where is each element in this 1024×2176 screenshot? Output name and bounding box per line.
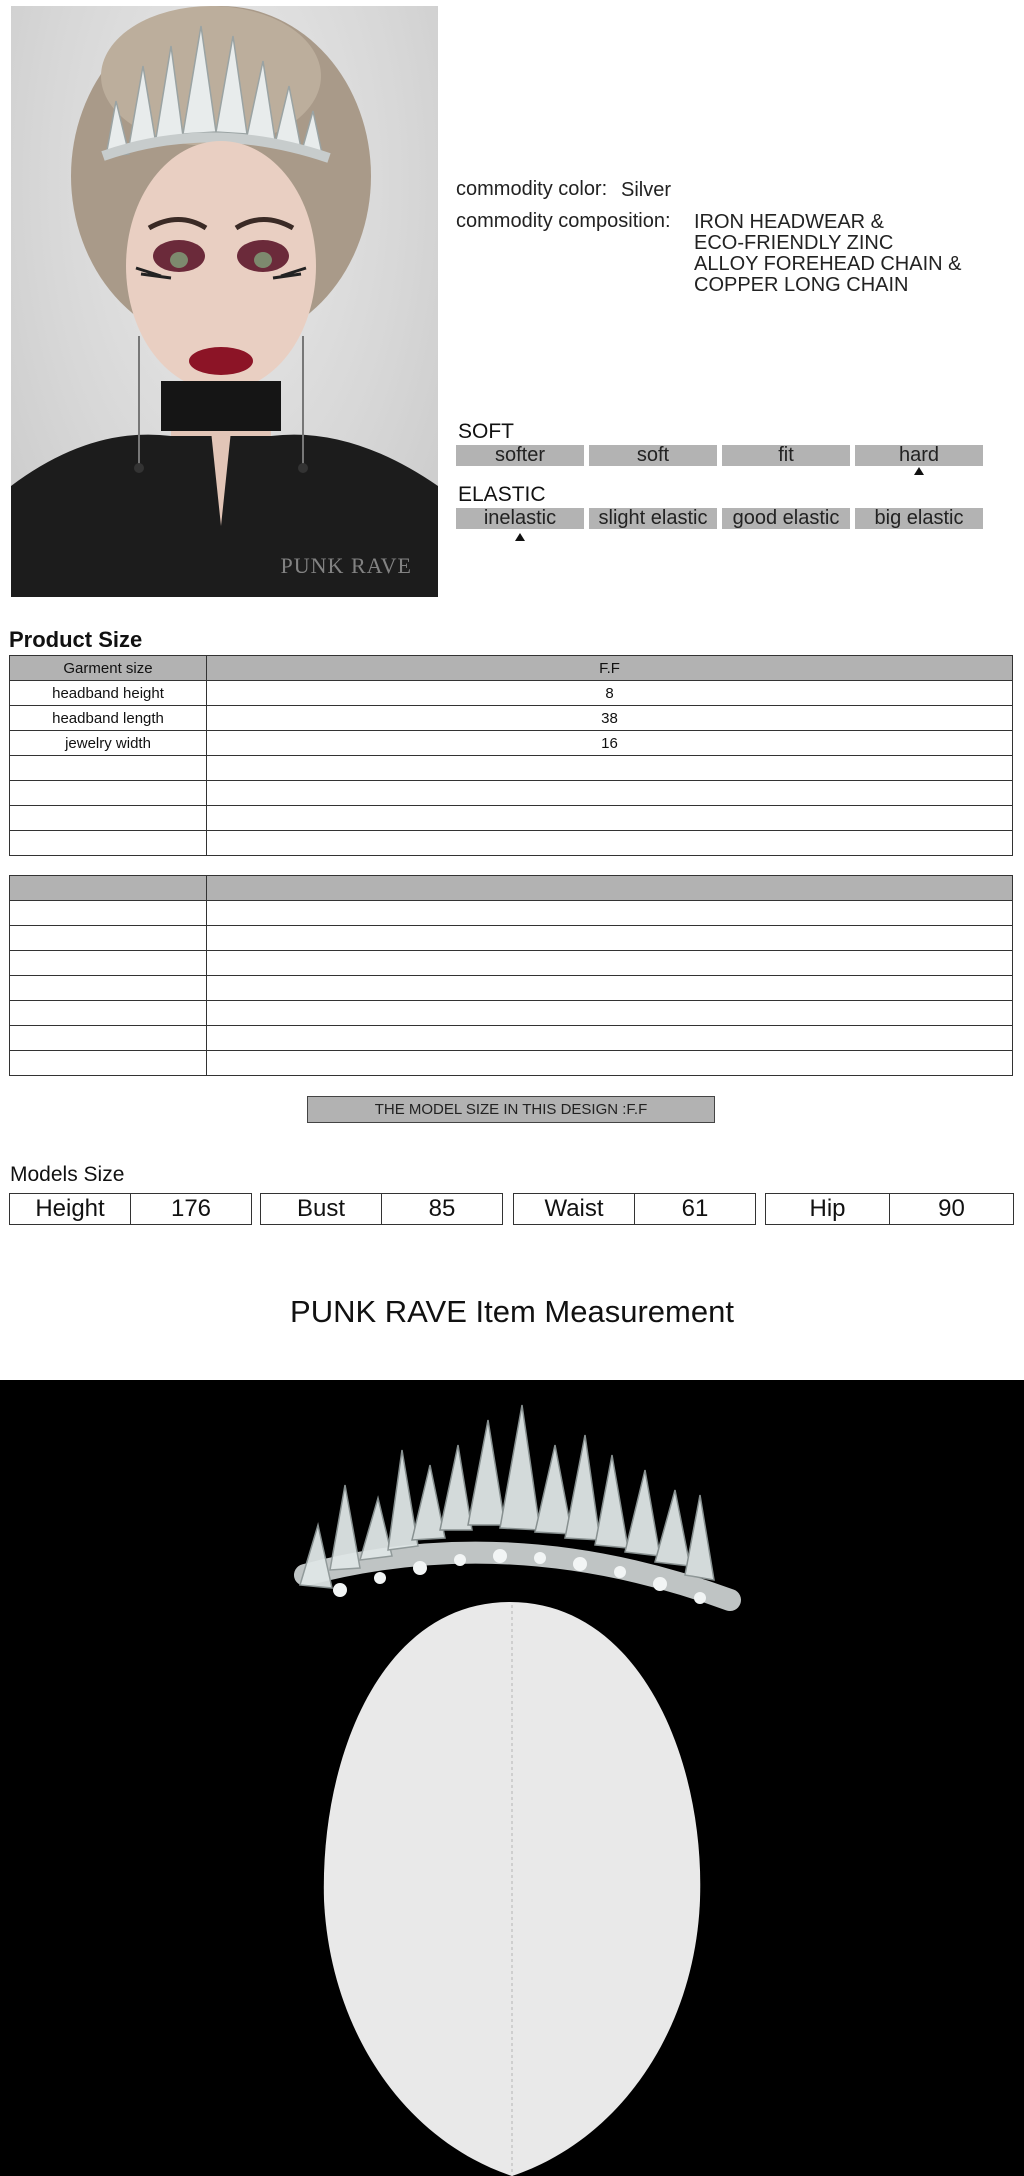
elastic-option: inelastic <box>456 508 584 529</box>
model-size-note: THE MODEL SIZE IN THIS DESIGN :F.F <box>307 1096 715 1123</box>
table-row <box>10 706 1013 731</box>
measure-label: Waist <box>514 1194 635 1224</box>
elastic-scale <box>456 508 983 529</box>
soft-option: softer <box>456 445 584 466</box>
table-row <box>10 1026 1013 1051</box>
table-cell <box>10 756 207 781</box>
table-cell <box>207 1051 1013 1076</box>
table-header-row <box>10 876 1013 901</box>
composition-value <box>694 212 961 296</box>
product-photo <box>0 1380 1024 2176</box>
table-cell <box>10 901 207 926</box>
table-cell: jewelry width <box>10 731 207 756</box>
elastic-option: big elastic <box>855 508 983 529</box>
table-row <box>10 756 1013 781</box>
table-cell <box>10 1001 207 1026</box>
model-photo <box>11 6 438 597</box>
table-cell <box>10 1051 207 1076</box>
table-cell: 8 <box>207 681 1013 706</box>
models-size-bust <box>260 1193 503 1225</box>
soft-option: fit <box>722 445 850 466</box>
product-size-title: Product Size <box>9 627 143 652</box>
table-row <box>10 1051 1013 1076</box>
composition-line: ECO-FRIENDLY ZINC <box>694 232 894 254</box>
soft-option: hard <box>855 445 983 466</box>
table-cell <box>10 781 207 806</box>
table-cell <box>207 901 1013 926</box>
models-size-waist <box>513 1193 756 1225</box>
table-header-cell <box>10 876 207 901</box>
table-cell <box>207 1026 1013 1051</box>
table-cell <box>10 951 207 976</box>
models-size-title: Models Size <box>10 1163 125 1186</box>
elastic-title: ELASTIC <box>458 483 546 506</box>
measure-label: Height <box>10 1194 131 1224</box>
table-row <box>10 731 1013 756</box>
model-illustration <box>11 6 438 597</box>
color-value: Silver <box>621 179 672 201</box>
measure-value: 61 <box>681 1195 709 1222</box>
table-header-cell: Garment size <box>10 656 207 681</box>
elastic-option: slight elastic <box>589 508 717 529</box>
measurement-title: PUNK RAVE Item Measurement <box>290 1294 734 1329</box>
soft-title: SOFT <box>458 420 514 443</box>
table-header-row <box>10 656 1013 681</box>
product-size-table <box>9 655 1013 856</box>
models-size-hip <box>765 1193 1014 1225</box>
composition-line: IRON HEADWEAR & <box>694 211 885 233</box>
table-row <box>10 901 1013 926</box>
watermark: PUNK RAVE <box>280 553 412 578</box>
headband-on-mannequin <box>0 1380 1024 2176</box>
soft-selected-marker <box>914 467 924 475</box>
table-cell <box>207 1001 1013 1026</box>
secondary-size-table <box>9 875 1013 1076</box>
table-row <box>10 951 1013 976</box>
table-cell <box>207 976 1013 1001</box>
soft-scale <box>456 445 983 466</box>
table-row <box>10 781 1013 806</box>
composition-line: ALLOY FOREHEAD CHAIN & <box>694 253 962 275</box>
table-cell <box>10 926 207 951</box>
models-size-height <box>9 1193 252 1225</box>
table-cell <box>207 806 1013 831</box>
elastic-option: good elastic <box>722 508 850 529</box>
table-row <box>10 681 1013 706</box>
table-cell <box>10 976 207 1001</box>
table-cell <box>10 831 207 856</box>
measure-value: 85 <box>428 1195 456 1222</box>
table-header-cell <box>207 876 1013 901</box>
composition-line: COPPER LONG CHAIN <box>694 274 909 296</box>
table-row <box>10 976 1013 1001</box>
measure-value: 176 <box>170 1195 212 1222</box>
measure-label: Hip <box>766 1194 890 1224</box>
table-cell: 16 <box>207 731 1013 756</box>
table-cell <box>207 951 1013 976</box>
table-row <box>10 806 1013 831</box>
table-row <box>10 926 1013 951</box>
measure-label: Bust <box>261 1194 382 1224</box>
table-header-cell: F.F <box>207 656 1013 681</box>
table-row <box>10 831 1013 856</box>
table-cell <box>207 756 1013 781</box>
table-cell: headband length <box>10 706 207 731</box>
soft-option: soft <box>589 445 717 466</box>
table-row <box>10 1001 1013 1026</box>
table-cell: headband height <box>10 681 207 706</box>
table-cell <box>10 1026 207 1051</box>
table-cell <box>207 926 1013 951</box>
table-cell <box>207 781 1013 806</box>
elastic-selected-marker <box>515 533 525 541</box>
measure-value: 90 <box>938 1195 965 1222</box>
color-label: commodity color: <box>456 178 608 200</box>
composition-label: commodity composition: <box>456 210 671 232</box>
table-cell: 38 <box>207 706 1013 731</box>
table-cell <box>10 806 207 831</box>
table-cell <box>207 831 1013 856</box>
